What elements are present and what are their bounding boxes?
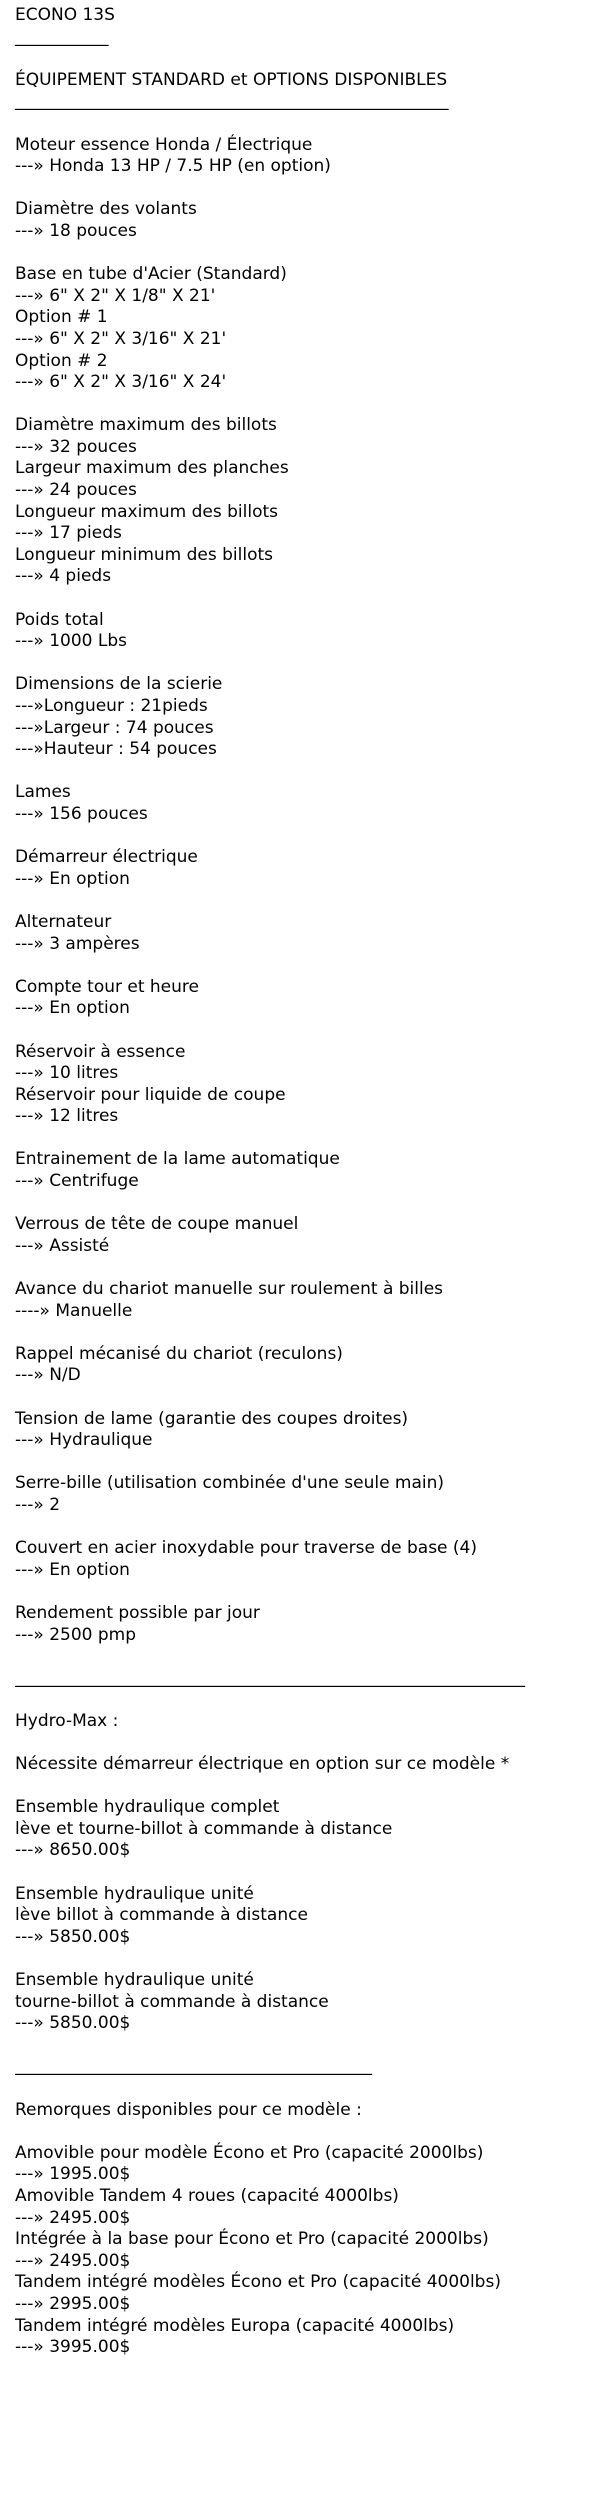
spacer xyxy=(15,48,600,70)
spec-value: Option # 1 xyxy=(15,307,108,328)
hydro-option xyxy=(15,1970,600,2035)
trailer-description: Tandem intégré modèles Europa (capacité 4000lbs) xyxy=(15,2315,455,2336)
spec-label: Diamètre maximum des billots xyxy=(15,415,277,436)
spec-value: ---» 2500 pmp xyxy=(15,1624,137,1645)
spec-label: Base en tube d'Acier (Standard) xyxy=(15,264,287,285)
spacer xyxy=(15,1733,600,1755)
spacer xyxy=(15,890,600,912)
spec-block xyxy=(15,610,600,653)
option-description: lève et tourne-billot à commande à distance xyxy=(15,1818,393,1839)
spec-label: Diamètre des volants xyxy=(15,199,197,220)
trailer-description: Intégrée à la base pour Écono et Pro (capacité 2000lbs) xyxy=(15,2229,489,2250)
spacer xyxy=(15,1257,600,1279)
option-description: Ensemble hydraulique complet xyxy=(15,1797,280,1818)
spacer xyxy=(15,2078,600,2100)
spec-value: ---» En option xyxy=(15,998,130,1019)
hydro-option xyxy=(15,1797,600,1862)
hydro-title: Hydro-Max : xyxy=(15,1710,119,1731)
spec-label: Démarreur électrique xyxy=(15,847,198,868)
spec-value: Longueur maximum des billots xyxy=(15,501,278,522)
spacer xyxy=(15,1193,600,1215)
spec-value: ---» 2 xyxy=(15,1494,61,1515)
option-price: ---» 5850.00$ xyxy=(15,1926,131,1947)
spec-block xyxy=(15,1344,600,1387)
spec-block xyxy=(15,1538,600,1581)
spec-value: ---» 32 pouces xyxy=(15,436,137,457)
spec-label: Alternateur xyxy=(15,911,112,932)
spec-value: ---» 6" X 2" X 1/8" X 21' xyxy=(15,285,216,306)
short-divider: __________________________________________ xyxy=(15,2056,372,2077)
spec-value: ---» Assisté xyxy=(15,1235,110,1256)
spec-value: ---» Centrifuge xyxy=(15,1171,139,1192)
heading-rule: ___________________________________________________ xyxy=(15,91,449,112)
spec-value: ---» Hydraulique xyxy=(15,1430,153,1451)
spec-value: ---» Honda 13 HP / 7.5 HP (en option) xyxy=(15,156,331,177)
spacer xyxy=(15,955,600,977)
spec-value: ---» En option xyxy=(15,1559,130,1580)
hydro-options-list xyxy=(15,1797,600,2035)
spec-value: ---» 3 ampères xyxy=(15,933,140,954)
trailer-description: Tandem intégré modèles Écono et Pro (capacité 4000lbs) xyxy=(15,2272,501,2293)
section-heading: ÉQUIPEMENT STANDARD et OPTIONS DISPONIBLES xyxy=(15,69,448,90)
spec-label: Dimensions de la scierie xyxy=(15,674,223,695)
trailer-description: Amovible Tandem 4 roues (capacité 4000lbs) xyxy=(15,2185,399,2206)
trailer-price: ---» 2495.00$ xyxy=(15,2250,131,2271)
trailer-description: Amovible pour modèle Écono et Pro (capacité 2000lbs) xyxy=(15,2142,484,2163)
spec-label: Réservoir à essence xyxy=(15,1041,186,1062)
spec-value: Option # 2 xyxy=(15,350,108,371)
spec-block xyxy=(15,1149,600,1192)
spec-label: Lames xyxy=(15,782,71,803)
spacer xyxy=(15,1862,600,1884)
spec-value: ---» 12 litres xyxy=(15,1106,119,1127)
spec-block xyxy=(15,199,600,242)
spec-block xyxy=(15,1042,600,1128)
spacer xyxy=(15,1776,600,1798)
spec-block xyxy=(15,1409,600,1452)
spec-value: Longueur minimum des billots xyxy=(15,544,274,565)
spacer xyxy=(15,826,600,848)
trailer-options-list xyxy=(15,2143,600,2359)
option-description: Ensemble hydraulique unité xyxy=(15,1883,254,1904)
option-price: ---» 8650.00$ xyxy=(15,1840,131,1861)
option-description: tourne-billot à commande à distance xyxy=(15,1991,329,2012)
spec-value: ---» 156 pouces xyxy=(15,803,148,824)
spacer xyxy=(15,394,600,416)
spec-value: ---» 17 pieds xyxy=(15,523,122,544)
spec-value: ---» 4 pieds xyxy=(15,566,112,587)
spec-block xyxy=(15,782,600,825)
spec-label: Moteur essence Honda / Électrique xyxy=(15,134,313,155)
spec-list xyxy=(15,113,600,1646)
spec-value: ---»Longueur : 21pieds xyxy=(15,696,208,716)
trailers-title: Remorques disponibles pour ce modèle : xyxy=(15,2099,362,2120)
spacer xyxy=(15,1646,600,1668)
option-description: lève billot à commande à distance xyxy=(15,1905,308,1926)
spacer xyxy=(15,113,600,135)
trailer-price: ---» 2995.00$ xyxy=(15,2293,131,2314)
spec-label: Couvert en acier inoxydable pour traverse de base (4) xyxy=(15,1538,478,1559)
spacer xyxy=(15,1517,600,1539)
spacer xyxy=(15,653,600,675)
spec-value: ---» 24 pouces xyxy=(15,480,137,501)
spacer xyxy=(15,1581,600,1603)
section-divider: ____________________________________________________________ xyxy=(15,1667,525,1688)
spacer xyxy=(15,1452,600,1474)
spec-block xyxy=(15,264,600,394)
spec-block xyxy=(15,1279,600,1322)
spec-label: Serre-bille (utilisation combinée d'une seule main) xyxy=(15,1473,445,1494)
spec-value: ---» 6" X 2" X 3/16" X 21' xyxy=(15,328,227,349)
spec-label: Rappel mécanisé du chariot (reculons) xyxy=(15,1343,343,1364)
spec-label: Compte tour et heure xyxy=(15,976,199,997)
spec-block xyxy=(15,977,600,1020)
spec-value: ---» N/D xyxy=(15,1365,81,1386)
spacer xyxy=(15,1948,600,1970)
spec-value: ---» 18 pouces xyxy=(15,220,137,241)
spec-value: ---»Hauteur : 54 pouces xyxy=(15,739,217,760)
trailer-price: ---» 2495.00$ xyxy=(15,2207,131,2228)
hydro-note: Nécessite démarreur électrique en option sur ce modèle * xyxy=(15,1754,510,1775)
spec-block xyxy=(15,1214,600,1257)
spec-value: ---» 6" X 2" X 3/16" X 24' xyxy=(15,372,227,393)
hydro-option xyxy=(15,1884,600,1949)
option-price: ---» 5850.00$ xyxy=(15,2013,131,2034)
option-description: Ensemble hydraulique unité xyxy=(15,1970,254,1991)
page-title: ECONO 13S xyxy=(15,5,115,25)
spec-label: Avance du chariot manuelle sur roulement à billes xyxy=(15,1279,444,1300)
spec-label: Rendement possible par jour xyxy=(15,1602,260,1623)
spec-label: Verrous de tête de coupe manuel xyxy=(15,1214,299,1235)
spacer xyxy=(15,178,600,200)
spacer xyxy=(15,761,600,783)
spec-value: ----» Manuelle xyxy=(15,1300,133,1321)
trailer-price: ---» 3995.00$ xyxy=(15,2337,131,2358)
spacer xyxy=(15,2121,600,2143)
spacer xyxy=(15,1020,600,1042)
spec-value: ---» 1000 Lbs xyxy=(15,631,127,652)
spec-block xyxy=(15,415,600,588)
spec-block xyxy=(15,1473,600,1516)
trailer-price: ---» 1995.00$ xyxy=(15,2164,131,2185)
spacer xyxy=(15,2035,600,2057)
spec-value: Réservoir pour liquide de coupe xyxy=(15,1084,286,1105)
spec-value: ---»Largeur : 74 pouces xyxy=(15,717,214,738)
spacer xyxy=(15,1689,600,1711)
spacer xyxy=(15,1128,600,1150)
spec-value: Largeur maximum des planches xyxy=(15,458,289,479)
spec-block xyxy=(15,1603,600,1646)
spacer xyxy=(15,243,600,265)
spec-value: ---» En option xyxy=(15,868,130,889)
spacer xyxy=(15,1387,600,1409)
spec-block xyxy=(15,912,600,955)
title-underline: ___________ xyxy=(15,26,109,47)
spec-label: Poids total xyxy=(15,609,104,630)
spec-label: Tension de lame (garantie des coupes droites) xyxy=(15,1408,409,1429)
spec-label: Entrainement de la lame automatique xyxy=(15,1149,340,1170)
spec-block xyxy=(15,847,600,890)
spec-value: ---» 10 litres xyxy=(15,1063,119,1084)
spacer xyxy=(15,588,600,610)
spacer xyxy=(15,1322,600,1344)
spec-block xyxy=(15,674,600,760)
spec-block xyxy=(15,135,600,178)
